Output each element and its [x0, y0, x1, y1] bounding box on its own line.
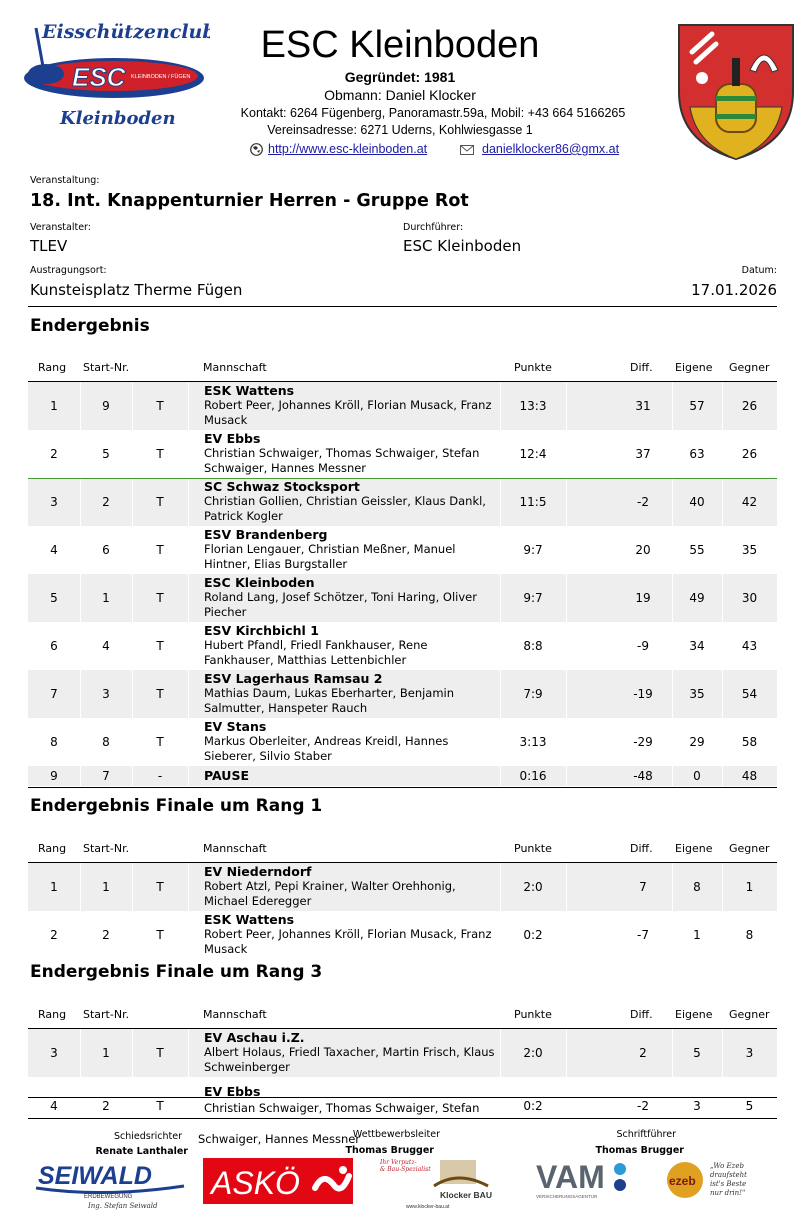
final1-table	[28, 862, 777, 959]
cell-rank: 7	[50, 687, 58, 701]
col-points: Punkte	[514, 1008, 552, 1021]
cell-start: 2	[102, 1099, 110, 1113]
cell-points: 0:2	[523, 1099, 543, 1113]
cell-own: 49	[689, 591, 705, 605]
cell-flag: T	[156, 928, 164, 942]
table-row	[28, 574, 777, 622]
website-link[interactable]: http://www.esc-kleinboden.at	[268, 142, 428, 156]
team-name: ESV Brandenberg	[204, 527, 328, 542]
cell-diff: 31	[635, 399, 651, 413]
cell-opp: 58	[741, 735, 758, 749]
cell-points: 7:9	[523, 687, 543, 701]
cell-rank: 6	[50, 639, 58, 653]
team-members: Mathias Daum, Lukas Eberharter, Benjamin Salmutter, Hanspeter Rauch	[204, 686, 455, 715]
col-opponent: Gegner	[729, 1008, 770, 1021]
competition: Thomas Brugger	[345, 1145, 434, 1156]
cell-own: 3	[693, 1099, 701, 1113]
cell-points: 12:4	[519, 447, 547, 461]
cell-points: 9:7	[523, 543, 543, 557]
final1-header	[28, 838, 777, 858]
col-rank: Rang	[38, 842, 67, 855]
cell-divider	[188, 766, 189, 786]
team-members: Markus Oberleiter, Andreas Kreidl, Hannes Sieberer, Silvio Staber	[204, 734, 449, 763]
cell-diff: -29	[633, 735, 653, 749]
sponsor-seiwald	[34, 1158, 194, 1214]
svg-text:ERDBEWEGUNG: ERDBEWEGUNG	[84, 1194, 133, 1200]
cell-flag: T	[156, 543, 164, 557]
cell-rank: 2	[50, 928, 58, 942]
club-logo	[14, 20, 210, 130]
logo-mid: ESC	[72, 62, 126, 92]
cell-diff: -48	[633, 769, 653, 783]
col-start: Start-Nr.	[83, 1008, 130, 1021]
col-team: Mannschaft	[203, 1008, 267, 1021]
organizer-label: Veranstalter:	[30, 222, 91, 233]
team-members: Roland Lang, Josef Schötzer, Toni Haring, Oliver Piecher	[204, 590, 477, 619]
cell-divider	[566, 1029, 567, 1077]
cell-divider	[188, 526, 189, 574]
team-name: ESK Wattens	[204, 383, 295, 398]
organizer: TLEV	[30, 237, 68, 255]
cell-own: 40	[689, 495, 705, 509]
svg-text:draufsteht: draufsteht	[710, 1171, 747, 1179]
cell-opp: 30	[741, 591, 758, 605]
team-members: Robert Atzl, Pepi Krainer, Walter Orehhonig, Michael Ederegger	[204, 879, 456, 908]
cell-start: 8	[102, 735, 110, 749]
cell-rank: 4	[50, 1099, 58, 1113]
cell-start: 1	[102, 591, 110, 605]
cell-start: 1	[102, 880, 110, 894]
cell-opp: 35	[741, 543, 758, 557]
cell-divider	[188, 1098, 189, 1118]
cell-diff: 7	[639, 880, 647, 894]
col-rank: Rang	[38, 1008, 67, 1021]
envelope-icon	[460, 144, 474, 158]
cell-flag: T	[156, 495, 164, 509]
host-label: Durchführer:	[403, 222, 464, 233]
globe-icon	[250, 143, 263, 159]
cell-flag: T	[156, 399, 164, 413]
founded: Gegründet: 1981	[344, 69, 456, 85]
col-diff: Diff.	[630, 842, 653, 855]
col-points: Punkte	[514, 842, 552, 855]
table-row	[28, 382, 777, 430]
svg-text:VAM: VAM	[536, 1159, 605, 1195]
table-row	[28, 478, 777, 526]
team-name: ESK Wattens	[204, 912, 295, 927]
results-bottom-rule	[28, 787, 777, 788]
col-own: Eigene	[675, 361, 713, 374]
cell-flag: T	[156, 880, 164, 894]
col-points: Punkte	[514, 361, 552, 374]
sponsor-vam	[536, 1156, 636, 1210]
cell-points: 0:16	[519, 769, 547, 783]
team-name: SC Schwaz Stocksport	[204, 479, 360, 494]
cell-divider	[566, 430, 567, 478]
cell-opp: 5	[745, 1099, 754, 1113]
svg-text:ezeb: ezeb	[669, 1174, 696, 1188]
event-label: Veranstaltung:	[30, 175, 100, 186]
svg-text:ASKÖ: ASKÖ	[211, 1165, 300, 1201]
team-name: ESC Kleinboden	[204, 575, 315, 590]
cell-points: 11:5	[519, 495, 547, 509]
cell-start: 2	[102, 495, 110, 509]
svg-text:„Wo Ezeb: „Wo Ezeb	[710, 1162, 744, 1170]
svg-text:Ing. Stefan Seiwald: Ing. Stefan Seiwald	[88, 1202, 158, 1210]
cell-start: 7	[102, 769, 110, 783]
cell-diff: -7	[637, 928, 649, 942]
cell-own: 0	[693, 769, 701, 783]
team-name: EV Ebbs	[204, 431, 261, 446]
cell-own: 57	[689, 399, 705, 413]
svg-text:Klocker BAU: Klocker BAU	[440, 1190, 492, 1200]
team-members: Albert Holaus, Friedl Taxacher, Martin Frisch, Klaus Schweinberger	[204, 1045, 495, 1074]
team-name: EV Aschau i.Z.	[204, 1030, 305, 1045]
cell-points: 0:2	[523, 928, 543, 942]
team-members: Florian Lengauer, Christian Meßner, Manuel Hintner, Elias Burgstaller	[204, 542, 456, 571]
team-members: Hubert Pfandl, Friedl Fankhauser, Rene Fankhauser, Matthias Lettenbichler	[204, 638, 428, 667]
team-name: ESV Lagerhaus Ramsau 2	[204, 671, 383, 686]
table-row	[28, 1084, 777, 1119]
cell-diff: -19	[633, 687, 653, 701]
cell-opp: 43	[741, 639, 758, 653]
cell-diff: 37	[635, 447, 651, 461]
cell-divider	[188, 718, 189, 766]
cell-opp: 8	[745, 928, 754, 942]
final1-title: Endergebnis Finale um Rang 1	[30, 796, 323, 816]
cell-own: 35	[689, 687, 705, 701]
team-name: PAUSE	[204, 768, 249, 783]
team-members: Christian Schwaiger, Thomas Schwaiger, Stefan	[204, 1101, 480, 1115]
svg-text:& Bau-Spezialist: & Bau-Spezialist	[380, 1166, 431, 1173]
coat-of-arms	[676, 22, 796, 162]
host: ESC Kleinboden	[403, 237, 522, 255]
date-label: Datum:	[741, 265, 777, 276]
cell-opp: 26	[741, 447, 758, 461]
sponsor-ezeb	[666, 1158, 776, 1212]
contact: Kontakt: 6264 Fügenberg, Panoramastr.59a, Mobil: +43 664 5166265	[240, 106, 626, 120]
team-name: EV Niederndorf	[204, 864, 312, 879]
results-table	[28, 381, 777, 786]
cell-divider	[566, 911, 567, 959]
cell-divider	[188, 430, 189, 478]
cell-start: 6	[102, 543, 110, 557]
col-opponent: Gegner	[729, 361, 770, 374]
logo-line1: Eisschützenclub	[42, 21, 210, 43]
svg-text:Ihr Verputz-: Ihr Verputz-	[380, 1159, 417, 1166]
cell-divider	[566, 670, 567, 718]
table-row	[28, 863, 777, 911]
col-team: Mannschaft	[203, 361, 267, 374]
cell-rank: 3	[50, 495, 58, 509]
cell-divider	[566, 1098, 567, 1118]
final3-title: Endergebnis Finale um Rang 3	[30, 962, 323, 982]
cell-flag: T	[156, 447, 164, 461]
sponsor-klocker	[378, 1156, 502, 1216]
table-row	[28, 430, 777, 478]
cell-rank: 8	[50, 735, 58, 749]
cell-divider	[566, 526, 567, 574]
svg-text:SEIWALD: SEIWALD	[38, 1162, 152, 1190]
cell-points: 8:8	[523, 639, 543, 653]
logo-line2: Kleinboden	[60, 108, 176, 129]
cell-rank: 5	[50, 591, 58, 605]
col-team: Mannschaft	[203, 842, 267, 855]
cell-diff: 2	[639, 1046, 647, 1060]
table-row	[28, 1029, 777, 1077]
cell-divider	[566, 863, 567, 911]
team-name: EV Ebbs	[204, 1084, 261, 1099]
cell-start: 4	[102, 639, 110, 653]
team-members: Robert Peer, Johannes Kröll, Florian Musack, Franz Musack	[204, 398, 492, 427]
cell-own: 55	[689, 543, 705, 557]
cell-start: 3	[102, 687, 110, 701]
cell-own: 5	[693, 1046, 701, 1060]
cell-rank: 1	[50, 399, 58, 413]
table-row	[28, 526, 777, 574]
cell-divider	[188, 911, 189, 959]
col-own: Eigene	[675, 842, 713, 855]
cell-divider	[566, 766, 567, 786]
cell-own: 1	[693, 928, 701, 942]
table-row	[28, 670, 777, 718]
cell-diff: 20	[635, 543, 651, 557]
col-rank: Rang	[38, 361, 67, 374]
results-title: Endergebnis	[30, 316, 150, 336]
promotion-line	[28, 478, 777, 479]
col-diff: Diff.	[630, 361, 653, 374]
cell-divider	[566, 718, 567, 766]
team-name: EV Stans	[204, 719, 267, 734]
results-header	[28, 357, 777, 377]
club-name: ESC Kleinboden	[260, 24, 540, 66]
svg-text:www.klocker-bau.at: www.klocker-bau.at	[406, 1204, 450, 1210]
cell-opp: 26	[741, 399, 758, 413]
final3-table	[28, 1028, 777, 1119]
cell-points: 9:7	[523, 591, 543, 605]
final3-header	[28, 1004, 777, 1024]
cell-divider	[566, 478, 567, 526]
svg-text:ist's Beste: ist's Beste	[710, 1180, 747, 1188]
cell-opp: 54	[741, 687, 758, 701]
cell-diff: 19	[635, 591, 651, 605]
team-name: ESV Kirchbichl 1	[204, 623, 319, 638]
cell-opp: 42	[741, 495, 758, 509]
cell-divider	[188, 382, 189, 430]
cell-divider	[566, 622, 567, 670]
email-link[interactable]: danielklocker86@gmx.at	[482, 142, 620, 156]
referee: Renate Lanthaler	[95, 1146, 188, 1157]
col-own: Eigene	[675, 1008, 713, 1021]
secretary: Thomas Brugger	[595, 1145, 684, 1156]
table-row	[28, 622, 777, 670]
cell-opp: 3	[745, 1046, 754, 1060]
cell-rank: 3	[50, 1046, 58, 1060]
cell-divider	[188, 574, 189, 622]
cell-own: 34	[689, 639, 705, 653]
cell-diff: -2	[637, 1099, 649, 1113]
association-address: Vereinsadresse: 6271 Uderns, Kohlwiesgasse 1	[267, 123, 533, 137]
cell-points: 2:0	[523, 1046, 543, 1060]
venue: Kunsteisplatz Therme Fügen	[30, 281, 243, 299]
cell-rank: 1	[50, 880, 58, 894]
contact-links	[250, 142, 680, 158]
secretary-label: Schriftführer	[616, 1129, 676, 1140]
cell-rank: 4	[50, 543, 58, 557]
col-start: Start-Nr.	[83, 361, 130, 374]
cell-start: 1	[102, 1046, 110, 1060]
sponsor-askoe	[203, 1158, 353, 1204]
cell-divider	[188, 478, 189, 526]
team-members: Christian Schwaiger, Thomas Schwaiger, Stefan Schwaiger, Hannes Messner	[204, 446, 480, 475]
cell-rank: 9	[50, 769, 58, 783]
cell-points: 2:0	[523, 880, 543, 894]
col-opponent: Gegner	[729, 842, 770, 855]
cell-divider	[566, 574, 567, 622]
members-overflow: Schwaiger, Hannes Messner	[198, 1132, 361, 1146]
col-diff: Diff.	[630, 1008, 653, 1021]
cell-flag: T	[156, 639, 164, 653]
chairman: Obmann: Daniel Klocker	[324, 87, 476, 103]
cell-own: 63	[689, 447, 705, 461]
cell-start: 5	[102, 447, 110, 461]
cell-divider	[188, 622, 189, 670]
cell-flag: -	[157, 769, 163, 783]
cell-rank: 2	[50, 447, 58, 461]
competition-label: Wettbewerbsleiter	[352, 1129, 440, 1140]
cell-own: 29	[689, 735, 705, 749]
cell-points: 13:3	[519, 399, 547, 413]
venue-label: Austragungsort:	[30, 265, 107, 276]
cell-diff: -2	[637, 495, 649, 509]
cell-own: 8	[693, 880, 701, 894]
col-start: Start-Nr.	[83, 842, 130, 855]
cell-flag: T	[156, 591, 164, 605]
date: 17.01.2026	[691, 281, 777, 299]
cell-flag: T	[156, 1046, 164, 1060]
divider	[28, 306, 777, 307]
cell-divider	[188, 670, 189, 718]
svg-text:nur drin!": nur drin!"	[710, 1189, 746, 1197]
logo-small: KLEINBODEN / FÜGEN	[131, 74, 191, 80]
cell-opp: 48	[741, 769, 758, 783]
cell-flag: T	[156, 1099, 164, 1113]
referee-label: Schiedsrichter	[113, 1131, 182, 1142]
event-title: 18. Int. Knappenturnier Herren - Gruppe Rot	[30, 191, 469, 211]
svg-text:VERSICHERUNGSAGENTUR: VERSICHERUNGSAGENTUR	[536, 1194, 598, 1199]
table-row	[28, 766, 777, 786]
team-members: Christian Gollien, Christian Geissler, Klaus Dankl, Patrick Kogler	[204, 494, 486, 523]
cell-opp: 1	[745, 880, 754, 894]
cell-divider	[188, 863, 189, 911]
cell-diff: -9	[637, 639, 649, 653]
cell-divider	[566, 382, 567, 430]
cell-start: 2	[102, 928, 110, 942]
cell-points: 3:13	[519, 735, 547, 749]
cell-flag: T	[156, 687, 164, 701]
table-row	[28, 718, 777, 766]
cell-flag: T	[156, 735, 164, 749]
table-row	[28, 911, 777, 959]
team-members: Robert Peer, Johannes Kröll, Florian Musack, Franz Musack	[204, 927, 492, 956]
cell-divider	[188, 1029, 189, 1077]
cell-start: 9	[102, 399, 110, 413]
